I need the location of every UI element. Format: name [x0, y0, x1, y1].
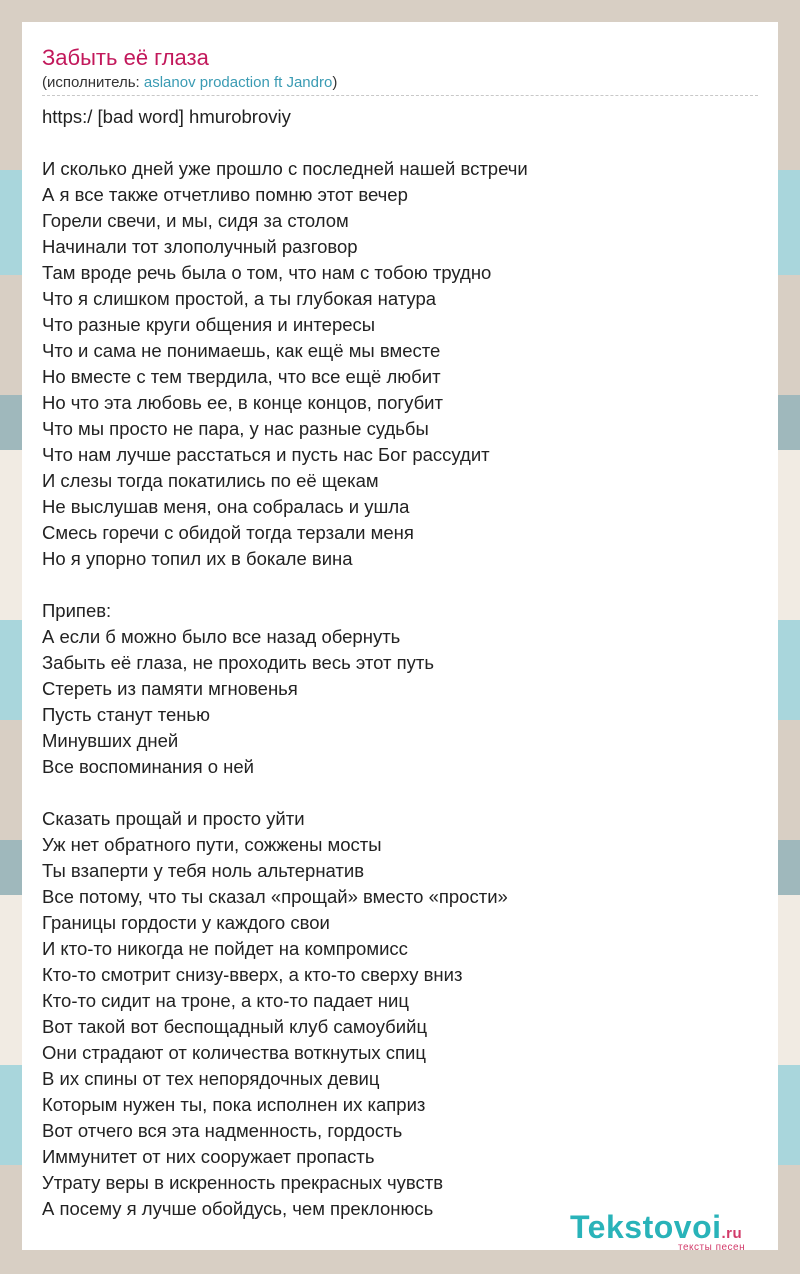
lyric-line: Там вроде речь была о том, что нам с тобою трудно — [42, 262, 492, 283]
lyric-line: И кто-то никогда не пойдет на компромисс — [42, 938, 408, 959]
lyric-line: Пусть станут тенью — [42, 704, 211, 725]
lyric-line: Начинали тот злополучный разговор — [42, 236, 358, 257]
lyric-blank-line — [42, 130, 758, 156]
lyric-line: Забыть её глаза, не проходить весь этот путь — [42, 652, 435, 673]
lyric-line: В их спины от тех непорядочных девиц — [42, 1068, 380, 1089]
lyric-line: И сколько дней уже прошло с последней нашей встречи — [42, 158, 528, 179]
lyric-line: Все воспоминания о ней — [42, 756, 255, 777]
lyric-line: Все потому, что ты сказал «прощай» вместо «прости» — [42, 886, 508, 907]
lyrics-text — [42, 104, 758, 1222]
lyrics-card — [22, 22, 778, 1253]
lyric-line: Припев: — [42, 600, 112, 621]
artist-suffix: ) — [332, 74, 338, 91]
lyric-line: Границы гордости у каждого свои — [42, 912, 330, 933]
lyric-line: Утрату веры в искренность прекрасных чувств — [42, 1172, 444, 1193]
lyric-line: Минувших дней — [42, 730, 179, 751]
lyric-line: Не выслушав меня, она собралась и ушла — [42, 496, 410, 517]
lyric-line: Горели свечи, и мы, сидя за столом — [42, 210, 349, 231]
logo-name: Tekstovoi — [570, 1209, 722, 1245]
lyric-line: И слезы тогда покатились по её щекам — [42, 470, 379, 491]
lyric-blank-line — [42, 572, 758, 598]
lyric-line: Иммунитет от них сооружает пропасть — [42, 1146, 375, 1167]
title-divider — [42, 95, 758, 96]
lyric-line: Но я упорно топил их в бокале вина — [42, 548, 353, 569]
lyric-blank-line — [42, 780, 758, 806]
site-logo[interactable] — [570, 1210, 780, 1252]
lyric-line: А я все также отчетливо помню этот вечер — [42, 184, 408, 205]
lyric-line: Вот отчего вся эта надменность, гордость — [42, 1120, 403, 1141]
lyric-line: Что я слишком простой, а ты глубокая натура — [42, 288, 437, 309]
lyric-line: Стереть из памяти мгновенья — [42, 678, 298, 699]
lyric-line: Уж нет обратного пути, сожжены мосты — [42, 834, 382, 855]
lyric-line: Что нам лучше расстаться и пусть нас Бог рассудит — [42, 444, 490, 465]
lyric-line: https:/ [bad word] hmurobroviy — [42, 106, 291, 127]
logo-tld: .ru — [721, 1225, 743, 1242]
lyric-line: Ты взаперти у тебя ноль альтернатив — [42, 860, 365, 881]
lyric-line: Но что эта любовь ее, в конце концов, погубит — [42, 392, 443, 413]
lyric-line: Что мы просто не пара, у нас разные судьбы — [42, 418, 429, 439]
lyric-line: А если б можно было все назад обернуть — [42, 626, 401, 647]
lyric-line: Сказать прощай и просто уйти — [42, 808, 305, 829]
lyric-line: Они страдают от количества воткнутых спиц — [42, 1042, 426, 1063]
artist-line — [42, 73, 337, 93]
song-title: Забыть её глаза — [42, 45, 209, 70]
lyric-line: Что и сама не понимаешь, как ещё мы вместе — [42, 340, 441, 361]
lyric-line: Вот такой вот беспощадный клуб самоубийц — [42, 1016, 428, 1037]
lyric-line: Кто-то смотрит снизу-вверх, а кто-то сверху вниз — [42, 964, 463, 985]
logo-tagline: тексты песен — [678, 1242, 746, 1253]
lyric-line: А посему я лучше обойдусь, чем преклонюсь — [42, 1198, 434, 1219]
lyric-line: Смесь горечи с обидой тогда терзали меня — [42, 522, 414, 543]
lyric-line: Но вместе с тем твердила, что все ещё любит — [42, 366, 441, 387]
lyric-line: Что разные круги общения и интересы — [42, 314, 376, 335]
lyric-line: Которым нужен ты, пока исполнен их каприз — [42, 1094, 426, 1115]
lyric-line: Кто-то сидит на троне, а кто-то падает ниц — [42, 990, 409, 1011]
artist-link[interactable]: aslanov prodaction ft Jandro — [143, 74, 333, 91]
artist-prefix: (исполнитель: — [42, 74, 144, 91]
